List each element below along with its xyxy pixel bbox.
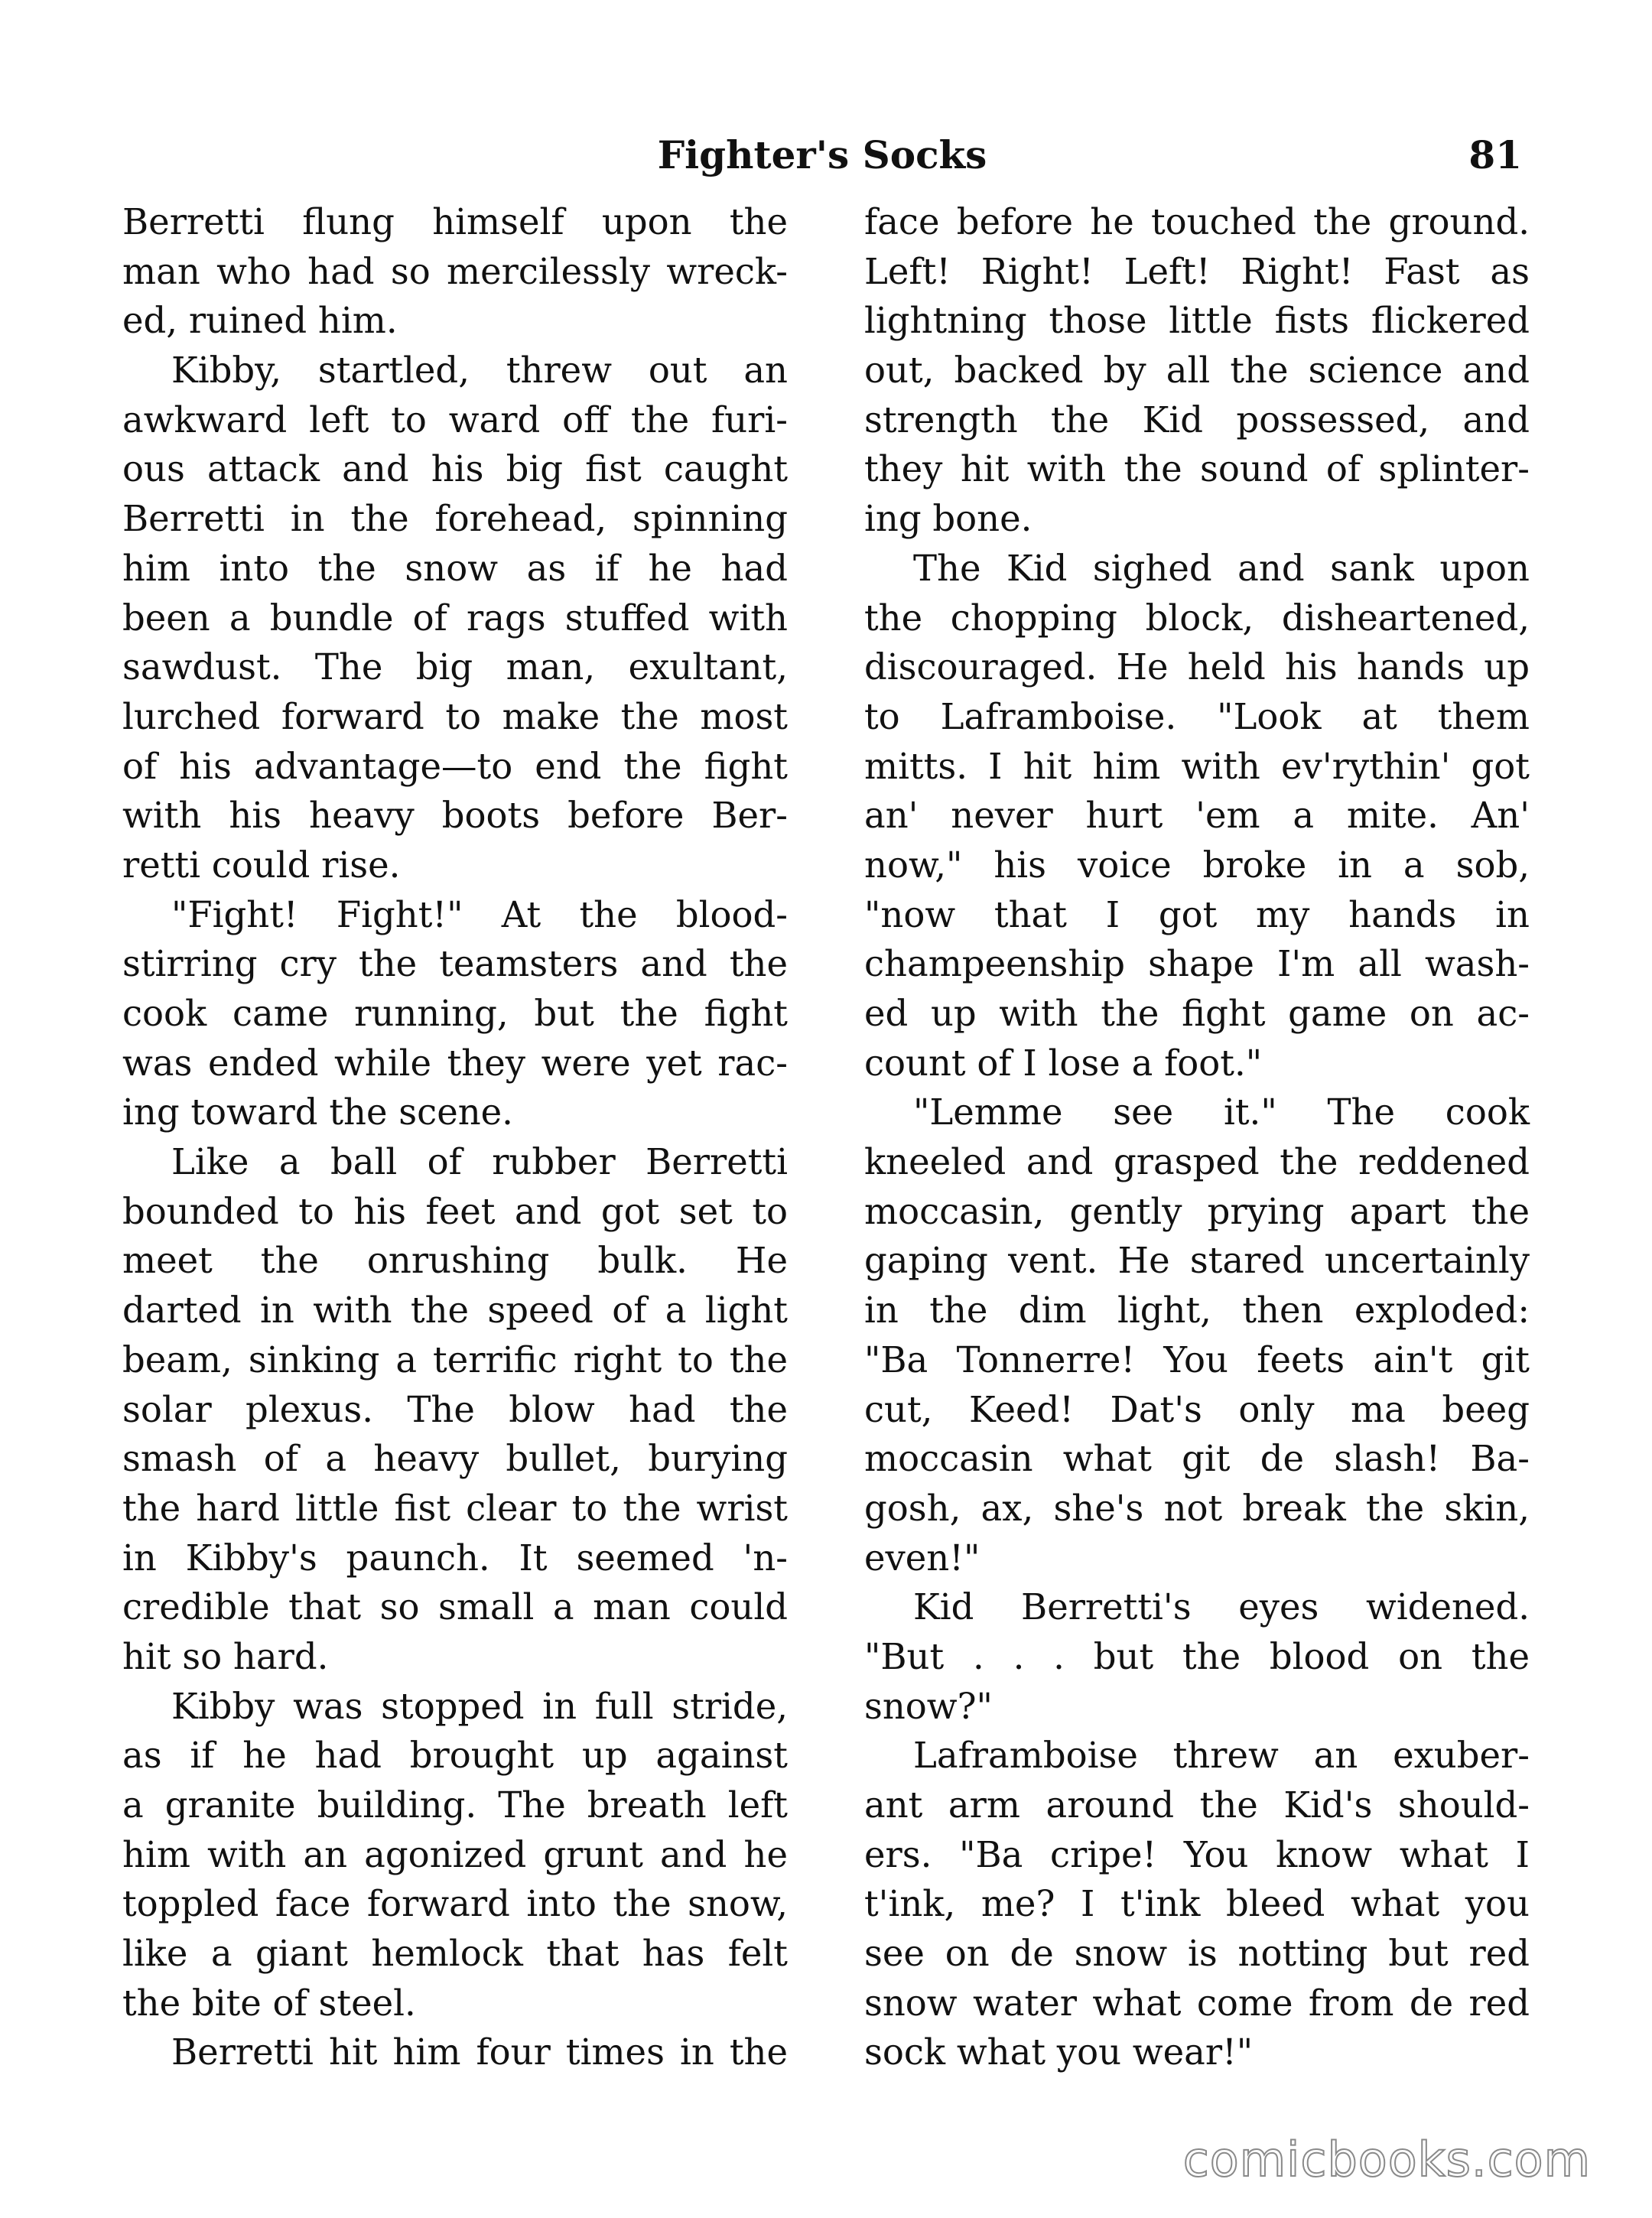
text-line: him with an agonized grunt and he: [122, 1833, 788, 1875]
text-line: discouraged. He held his hands up: [864, 646, 1530, 688]
text-line: been a bundle of rags stuffed with: [122, 597, 788, 639]
text-line: see on de snow is notting but red: [864, 1933, 1530, 1975]
text-line: was ended while they were yet rac-: [122, 1042, 788, 1084]
text-line: the hard little fist clear to the wrist: [122, 1487, 788, 1529]
text-line: smash of a heavy bullet, burying: [122, 1438, 788, 1480]
text-line: t'ink, me? I t'ink bleed what you: [864, 1883, 1530, 1925]
text-line: ing toward the scene.: [122, 1091, 513, 1133]
text-line: the bite of steel.: [122, 1982, 416, 2024]
text-line: a granite building. The breath left: [122, 1784, 788, 1826]
text-line: Left! Right! Left! Right! Fast as: [864, 250, 1530, 292]
text-line: Berretti hit him four times in the: [171, 2031, 788, 2073]
text-line: count of I lose a foot.": [864, 1042, 1263, 1084]
running-title: Fighter's Socks: [657, 132, 987, 177]
text-line: strength the Kid possessed, and: [864, 398, 1530, 441]
text-line: gaping vent. He stared uncertainly: [864, 1240, 1530, 1282]
text-line: sock what you wear!": [864, 2031, 1254, 2073]
text-line: with his heavy boots before Ber-: [122, 795, 788, 837]
text-line: cook came running, but the fight: [122, 993, 788, 1034]
text-line: Berretti in the forehead, spinning: [122, 498, 788, 540]
text-line: now," his voice broke in a sob,: [864, 844, 1530, 886]
text-line: bounded to his feet and got set to: [122, 1190, 788, 1232]
text-line: "Fight! Fight!" At the blood-: [171, 893, 788, 935]
text-line: ant arm around the Kid's should-: [864, 1784, 1530, 1826]
text-line: "Lemme see it." The cook: [913, 1091, 1530, 1133]
text-column-right: [864, 197, 1530, 2077]
text-line: moccasin what git de slash! Ba-: [864, 1438, 1530, 1480]
text-line: "But . . . but the blood on the: [864, 1635, 1530, 1677]
text-line: darted in with the speed of a light: [122, 1289, 788, 1332]
text-line: snow?": [864, 1685, 993, 1727]
text-line: toppled face forward into the snow,: [122, 1883, 788, 1925]
text-line: an' never hurt 'em a mite. An': [864, 795, 1530, 837]
text-line: solar plexus. The blow had the: [122, 1388, 788, 1430]
text-line: Like a ball of rubber Berretti: [171, 1141, 788, 1183]
text-line: Kibby was stopped in full stride,: [171, 1685, 788, 1727]
text-line: champeenship shape I'm all wash-: [864, 943, 1530, 985]
page-header: [122, 128, 1522, 190]
text-line: lurched forward to make the most: [122, 695, 788, 737]
text-line: ed, ruined him.: [122, 300, 398, 342]
text-line: ed up with the fight game on ac-: [864, 993, 1530, 1034]
text-line: hit so hard.: [122, 1635, 329, 1677]
text-line: snow water what come from de red: [864, 1982, 1530, 2024]
text-line: credible that so small a man could: [122, 1586, 788, 1628]
text-line: kneeled and grasped the reddened: [864, 1141, 1530, 1183]
text-line: "Ba Tonnerre! You feets ain't git: [864, 1338, 1530, 1381]
text-line: stirring cry the teamsters and the: [122, 943, 788, 985]
text-line: Kid Berretti's eyes widened.: [913, 1586, 1530, 1628]
text-line: him into the snow as if he had: [122, 547, 788, 589]
text-line: out, backed by all the science and: [864, 350, 1530, 392]
text-line: "now that I got my hands in: [864, 893, 1530, 935]
text-line: sawdust. The big man, exultant,: [122, 646, 788, 688]
text-line: Kibby, startled, threw out an: [171, 350, 788, 392]
text-line: like a giant hemlock that has felt: [122, 1933, 788, 1975]
text-line: cut, Keed! Dat's only ma beeg: [864, 1388, 1530, 1430]
text-line: retti could rise.: [122, 844, 401, 886]
text-line: even!": [864, 1537, 980, 1579]
text-line: the chopping block, disheartened,: [864, 597, 1530, 639]
text-line: of his advantage—to end the fight: [122, 745, 788, 787]
text-line: Laframboise threw an exuber-: [913, 1735, 1530, 1777]
text-line: face before he touched the ground.: [864, 201, 1530, 242]
page-number: 81: [1468, 132, 1522, 177]
text-line: man who had so mercilessly wreck-: [122, 250, 788, 292]
text-line: Berretti flung himself upon the: [122, 201, 788, 242]
text-line: moccasin, gently prying apart the: [864, 1190, 1530, 1232]
text-line: in the dim light, then exploded:: [864, 1289, 1530, 1332]
text-line: beam, sinking a terrific right to the: [122, 1338, 788, 1381]
text-line: they hit with the sound of splinter-: [864, 448, 1530, 490]
watermark-logo: comicbooks.com: [1182, 2132, 1591, 2187]
text-line: in Kibby's paunch. It seemed 'n-: [122, 1537, 788, 1579]
text-line: to Laframboise. "Look at them: [864, 695, 1530, 737]
text-line: as if he had brought up against: [122, 1735, 788, 1777]
text-line: ous attack and his big fist caught: [122, 448, 788, 490]
text-line: gosh, ax, she's not break the skin,: [864, 1487, 1530, 1529]
text-line: The Kid sighed and sank upon: [913, 547, 1530, 589]
text-line: meet the onrushing bulk. He: [122, 1240, 788, 1282]
text-line: lightning those little fists flickered: [864, 300, 1530, 342]
text-line: mitts. I hit him with ev'rythin' got: [864, 745, 1530, 787]
text-line: ing bone.: [864, 498, 1032, 540]
text-line: awkward left to ward off the furi-: [122, 398, 788, 441]
text-line: ers. "Ba cripe! You know what I: [864, 1833, 1530, 1875]
text-column-left: [122, 197, 788, 2077]
